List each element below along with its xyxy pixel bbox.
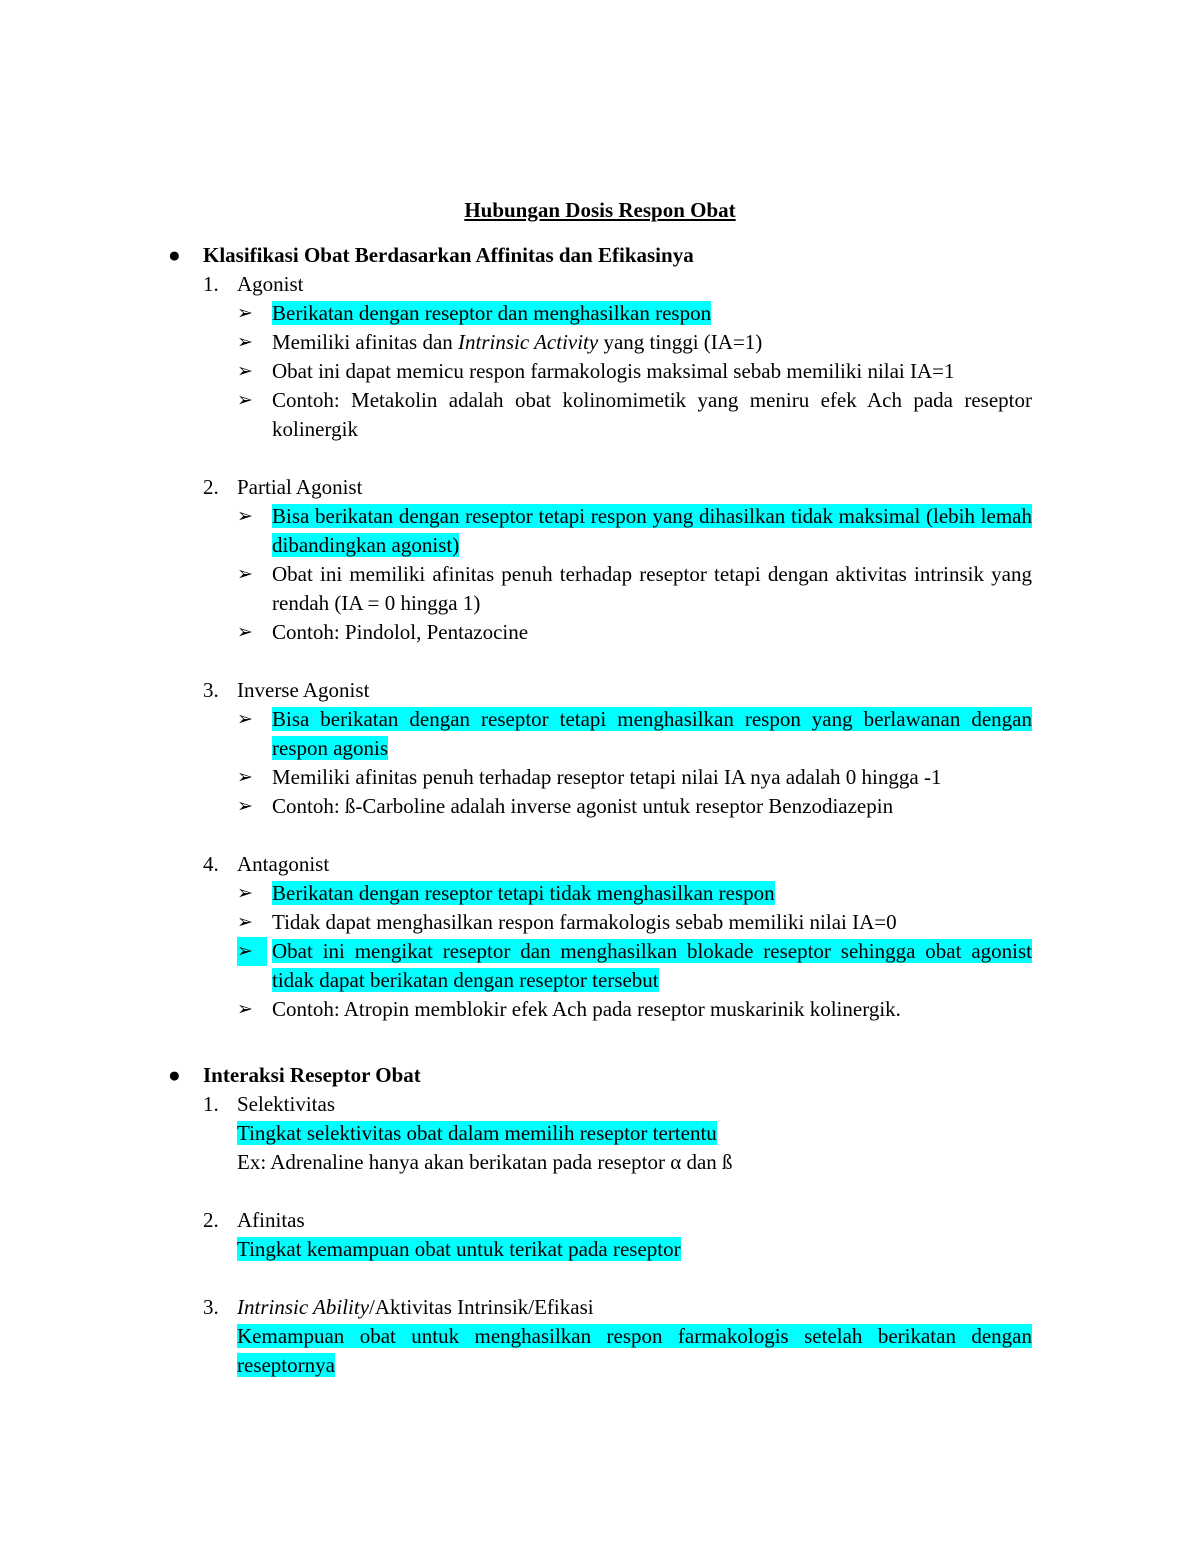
item-title: Agonist	[237, 272, 304, 296]
highlighted-text: Berikatan dengan reseptor dan menghasilkan respon	[272, 301, 712, 325]
sub-point	[237, 705, 1032, 763]
sub-point	[237, 618, 1032, 647]
item-title: Inverse Agonist	[237, 678, 370, 702]
list-item-intrinsic-ability	[168, 1293, 1032, 1380]
sub-point	[237, 937, 1032, 995]
sub-point-text: Tidak dapat menghasilkan respon farmakologis sebab memiliki nilai IA=0	[272, 910, 897, 934]
item-number: 1.	[203, 1092, 219, 1116]
arrow-bullet-icon: ➢	[237, 303, 253, 324]
sub-point	[237, 386, 1032, 444]
arrow-bullet-icon: ➢	[237, 767, 253, 788]
sub-point-text: Obat ini dapat memicu respon farmakologis maksimal sebab memiliki nilai IA=1	[272, 359, 955, 383]
arrow-bullet-icon: ➢	[237, 796, 253, 817]
list-item-agonist	[168, 270, 1032, 444]
section-heading	[168, 241, 1032, 270]
item-number: 1.	[203, 272, 219, 296]
sub-point-text: Obat ini memiliki afinitas penuh terhadap reseptor tetapi dengan aktivitas intrinsik yang rendah (IA = 0 hingga 1)	[272, 562, 1032, 615]
arrow-bullet-icon: ➢	[237, 999, 253, 1020]
highlighted-definition: Tingkat selektivitas obat dalam memilih reseptor tertentu	[237, 1121, 717, 1145]
item-number: 4.	[203, 852, 219, 876]
arrow-bullet-icon: ➢	[237, 361, 253, 382]
section-klasifikasi	[168, 241, 1032, 1024]
sub-point	[237, 792, 1032, 821]
sub-point-text: Contoh: Pindolol, Pentazocine	[272, 620, 529, 644]
sub-point	[237, 908, 1032, 937]
list-item-antagonist	[168, 850, 1032, 1024]
bullet-icon: ●	[168, 243, 181, 267]
sub-point	[237, 502, 1032, 560]
sub-point	[237, 879, 1032, 908]
sub-point	[237, 763, 1032, 792]
highlighted-text: Berikatan dengan reseptor tetapi tidak menghasilkan respon	[272, 881, 775, 905]
arrow-bullet-icon: ➢	[237, 390, 253, 411]
item-title: Afinitas	[237, 1208, 305, 1232]
arrow-bullet-icon: ➢	[237, 622, 253, 643]
item-title: Selektivitas	[237, 1092, 335, 1116]
document-title: Hubungan Dosis Respon Obat	[464, 198, 736, 222]
sub-point	[237, 995, 1032, 1024]
sub-point-text: Contoh: ß-Carboline adalah inverse agonist untuk reseptor Benzodiazepin	[272, 794, 894, 818]
bullet-icon: ●	[168, 1063, 181, 1087]
arrow-bullet-icon: ➢	[237, 564, 253, 585]
highlighted-text: Bisa berikatan dengan reseptor tetapi respon yang dihasilkan tidak maksimal (lebih lemah dibandingkan agonist)	[272, 504, 1032, 557]
item-title: Partial Agonist	[237, 475, 363, 499]
item-title: Antagonist	[237, 852, 330, 876]
arrow-bullet-icon: ➢	[237, 937, 267, 966]
highlighted-definition: Tingkat kemampuan obat untuk terikat pada reseptor	[237, 1237, 681, 1261]
section-heading-text: Klasifikasi Obat Berdasarkan Affinitas dan Efikasinya	[203, 243, 694, 267]
sub-point-text: Contoh: Atropin memblokir efek Ach pada reseptor muskarinik kolinergik.	[272, 997, 901, 1021]
section-interaksi	[168, 1061, 1032, 1380]
highlighted-text: Bisa berikatan dengan reseptor tetapi menghasilkan respon yang berlawanan dengan respon agonis	[272, 707, 1032, 760]
list-item-partial-agonist	[168, 473, 1032, 647]
sub-point	[237, 299, 1032, 328]
arrow-bullet-icon: ➢	[237, 506, 253, 527]
highlighted-definition: Kemampuan obat untuk menghasilkan respon farmakologis setelah berikatan dengan reseptornya	[237, 1324, 1032, 1377]
arrow-bullet-icon: ➢	[237, 883, 253, 904]
list-item-inverse-agonist	[168, 676, 1032, 821]
item-number: 2.	[203, 1208, 219, 1232]
item-title: Intrinsic Ability/Aktivitas Intrinsik/Efikasi	[237, 1295, 594, 1319]
sub-point	[237, 328, 1032, 357]
highlighted-text: Obat ini mengikat reseptor dan menghasilkan blokade reseptor sehingga obat agonist tidak dapat berikatan dengan reseptor tersebut	[272, 939, 1032, 992]
item-number: 3.	[203, 678, 219, 702]
sub-point-text: Contoh: Metakolin adalah obat kolinomimetik yang meniru efek Ach pada reseptor kolinergik	[272, 388, 1032, 441]
sub-point	[237, 560, 1032, 618]
item-number: 2.	[203, 475, 219, 499]
list-item-selektivitas	[168, 1090, 1032, 1177]
arrow-bullet-icon: ➢	[237, 709, 253, 730]
sub-point-text: Memiliki afinitas dan Intrinsic Activity yang tinggi (IA=1)	[272, 330, 763, 354]
list-item-afinitas	[168, 1206, 1032, 1264]
sub-point-text: Memiliki afinitas penuh terhadap reseptor tetapi nilai IA nya adalah 0 hingga -1	[272, 765, 942, 789]
section-heading-text: Interaksi Reseptor Obat	[203, 1063, 421, 1087]
arrow-bullet-icon: ➢	[237, 912, 253, 933]
example-text: Ex: Adrenaline hanya akan berikatan pada reseptor α dan ß	[237, 1150, 733, 1174]
arrow-bullet-icon: ➢	[237, 332, 253, 353]
sub-point	[237, 357, 1032, 386]
section-heading	[168, 1061, 1032, 1090]
item-number: 3.	[203, 1295, 219, 1319]
